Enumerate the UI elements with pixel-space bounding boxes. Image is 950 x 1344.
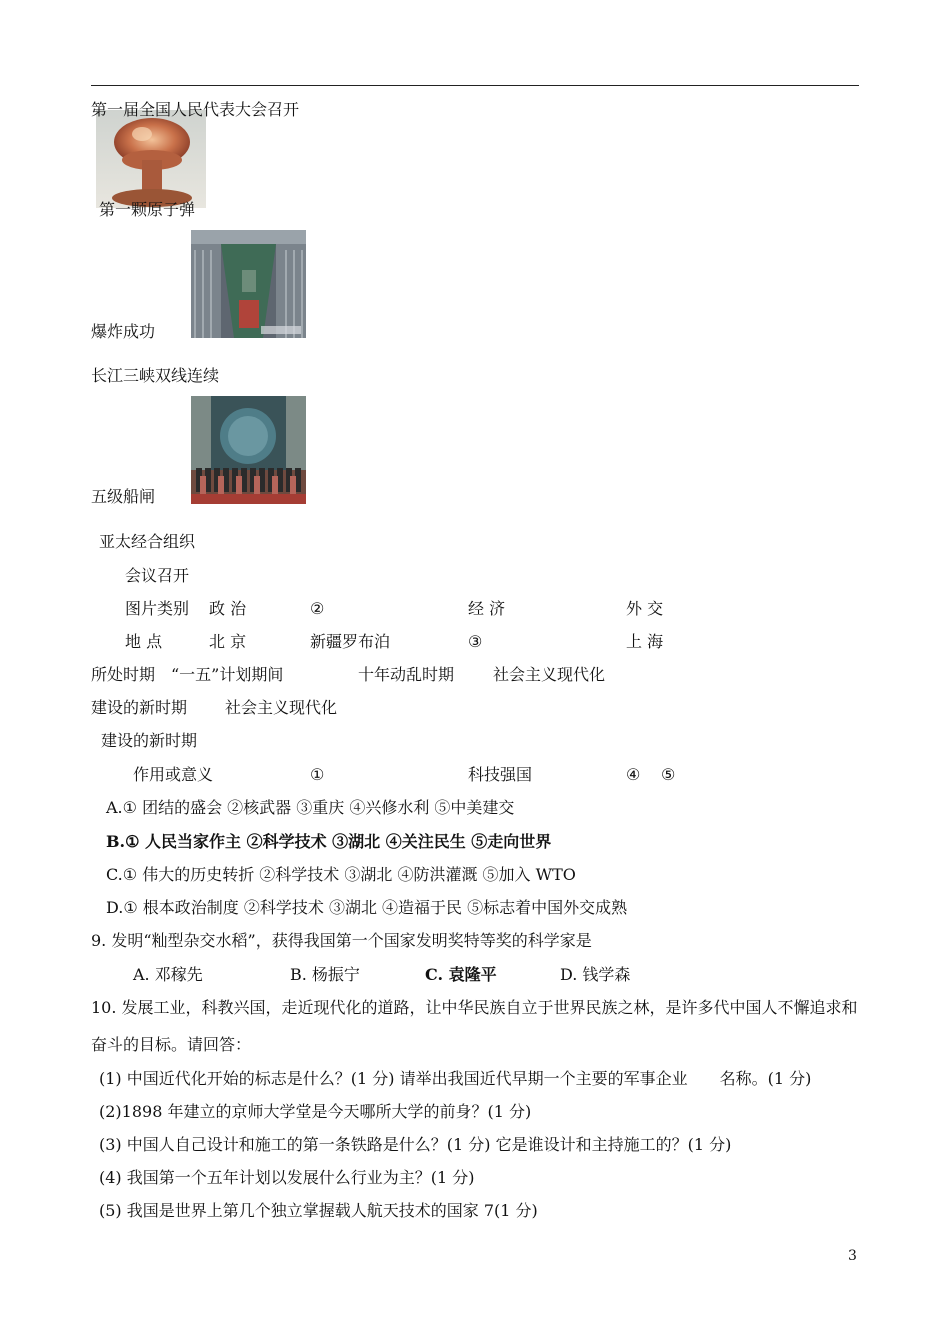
table-cell: 经 济 — [468, 599, 506, 618]
table-cell: ④ — [626, 765, 641, 784]
q10-part-5: (5) 我国是世界上第几个独立掌握载人航天技术的国家 7(1 分) — [99, 1201, 538, 1220]
q10-part-4: (4) 我国第一个五年计划以发展什么行业为主？(1 分) — [99, 1168, 475, 1187]
caption-explosion-success: 爆炸成功 — [91, 322, 156, 341]
apec-meeting-image — [191, 396, 306, 504]
page-number: 3 — [848, 1248, 857, 1264]
caption-meeting-held: 会议召开 — [125, 566, 190, 585]
q10-stem-line1: 10. 发展工业，科教兴国，走近现代化的道路，让中华民族自立于世界民族之林，是许多代中国人不懈追求和 — [91, 998, 858, 1017]
table-cell: 所处时期 — [91, 665, 156, 684]
table-cell: 北 京 — [209, 632, 247, 651]
table-cell: 政 治 — [209, 599, 247, 618]
header-rule — [91, 85, 859, 86]
caption-ship-lock: 五级船闸 — [91, 487, 156, 506]
q9-option-b: B. 杨振宁 — [290, 965, 360, 984]
table-cell: 新疆罗布泊 — [310, 632, 391, 651]
table-cell: ② — [310, 599, 325, 618]
q9-option-c: C. 袁隆平 — [425, 965, 497, 984]
table-cell: 十年动乱时期 — [358, 665, 455, 684]
q10-stem-line2: 奋斗的目标。请回答： — [91, 1035, 252, 1054]
table-cell: 地 点 — [125, 632, 163, 651]
caption-first-npc: 第一届全国人民代表大会召开 — [91, 100, 300, 119]
q9-option-a: A. 邓稼先 — [133, 965, 203, 984]
q8-option-d: D.① 根本政治制度 ②科学技术 ③湖北 ④造福于民 ⑤标志着中国外交成熟 — [106, 898, 628, 917]
q8-option-c: C.① 伟大的历史转折 ②科学技术 ③湖北 ④防洪灌溉 ⑤加入 WTO — [106, 865, 576, 884]
table-cell: 建设的新时期 — [91, 698, 188, 717]
q8-option-a: A.① 团结的盛会 ②核武器 ③重庆 ④兴修水利 ⑤中美建交 — [106, 798, 515, 817]
table-cell: 社会主义现代化 — [225, 698, 338, 717]
q10-part-1: (1) 中国近代化开始的标志是什么？(1 分) 请举出我国近代早期一个主要的军事企业 名称。(1 分) — [99, 1069, 812, 1088]
table-cell: 建设的新时期 — [101, 731, 198, 750]
q8-option-b: B.① 人民当家作主 ②科学技术 ③湖北 ④关注民生 ⑤走向世界 — [106, 832, 552, 851]
caption-apec: 亚太经合组织 — [99, 532, 196, 551]
table-cell: 科技强国 — [468, 765, 533, 784]
table-cell: 外 交 — [626, 599, 664, 618]
table-cell: 上 海 — [626, 632, 664, 651]
table-cell: ① — [310, 765, 325, 784]
caption-three-gorges: 长江三峡双线连续 — [91, 366, 220, 385]
q9-stem: 9. 发明“籼型杂交水稻”，获得我国第一个国家发明奖特等奖的科学家是 — [91, 931, 592, 950]
q10-part-3: (3) 中国人自己设计和施工的第一条铁路是什么？(1 分) 它是谁设计和主持施工的？(1 分) — [99, 1135, 732, 1154]
table-cell: 作用或意义 — [133, 765, 214, 784]
q9-option-d: D. 钱学森 — [560, 965, 631, 984]
q10-part-2: (2)1898 年建立的京师大学堂是今天哪所大学的前身？(1 分) — [99, 1102, 532, 1121]
three-gorges-locks-image — [191, 230, 306, 338]
table-cell: “一五”计划期间 — [171, 665, 284, 684]
table-cell: ⑤ — [661, 765, 676, 784]
caption-first-atomic-bomb: 第一颗原子弹 — [99, 200, 196, 219]
mushroom-cloud-image — [96, 110, 206, 208]
table-cell: 社会主义现代化 — [493, 665, 606, 684]
table-cell: 图片类别 — [125, 599, 190, 618]
table-cell: ③ — [468, 632, 483, 651]
